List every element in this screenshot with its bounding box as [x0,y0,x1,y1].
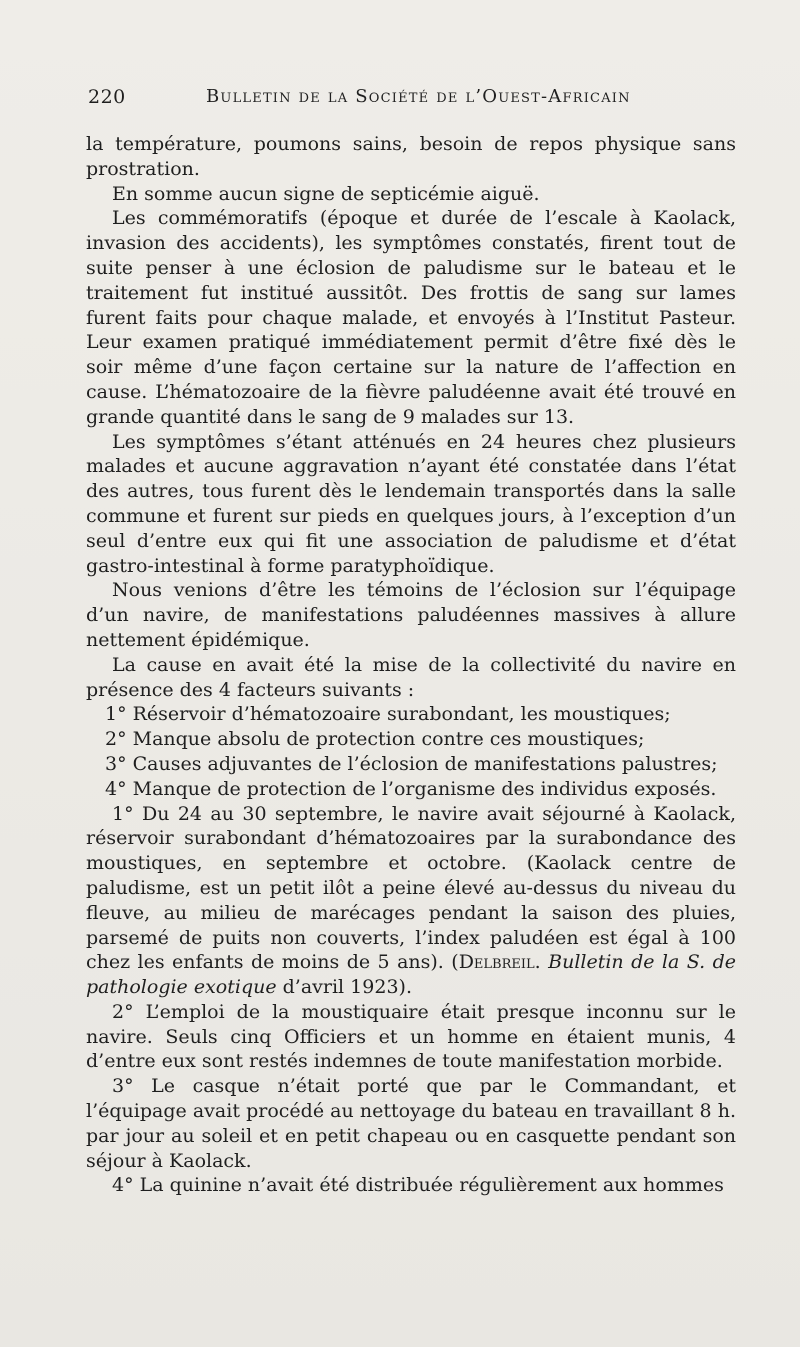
paragraph: La cause en avait été la mise de la collectivité du navire en présence des 4 facteurs suivants : [86,653,736,701]
paragraph: Nous venions d’être les témoins de l’éclosion sur l’équipage d’un navire, de manifestations paludéennes massives à allure nettement épidémique. [86,579,736,651]
factor-item: 1° Réservoir d’hématozoaire surabondant, les moustiques; [105,703,671,726]
paragraph-point-2: 2° L’emploi de la moustiquaire était presque inconnu sur le navire. Seuls cinq Officiers et un homme en étaient munis, 4 d’entre eux sont restés indemnes de toute manifestation morbide. [86,1000,736,1073]
factor-item: 4° Manque de protection de l’organisme des individus exposés. [105,777,717,800]
running-title: Bulletin de la Société de l’Ouest-Africain [206,86,631,107]
paragraph: Les symptômes s’étant atténués en 24 heures chez plusieurs malades et aucune aggravation n’ayant été constatée dans l’état des autres, tous furent dès le lendemain transportés dans la salle commune et furent sur pieds en quelques jours, à l’exception d’un seul d’entre eux qui fit une association de paludisme et d’état gastro-intestinal à forme paratyphoïdique. [86,430,736,577]
paragraph: Les commémoratifs (époque et durée de l’escale à Kaolack, invasion des accidents), les symptômes constatés, firent tout de suite penser à une éclosion de paludisme sur le bateau et le traitement fut institué aussitôt. Des frottis de sang sur lames furent faits pour chaque malade, et envoyés à l’Institut Pasteur. Leur examen pratiqué immédiatement permit d’être fixé dès le soir même d’une façon certaine sur la nature de l’affection en cause. L’hématozoaire de la fièvre paludéenne avait été trouvé en grande quantité dans le sang de 9 malades sur 13. [86,207,736,428]
page-header [88,84,738,110]
citation-journal: Bulletin de la S. de pathologie exotique [86,951,736,999]
paragraph-point-3: 3° Le casque n’était porté que par le Commandant, et l’équipage avait procédé au nettoyage du bateau en travaillant 8 h. par jour au soleil et en petit chapeau ou en casquette pendant son séjour à Kaolack. [86,1075,736,1172]
page-number: 220 [88,86,126,108]
factor-item: 2° Manque absolu de protection contre ces moustiques; [105,728,645,751]
body-text [86,132,736,1198]
citation-separator: . [534,951,549,974]
citation-tail: d’avril 1923). [276,976,412,999]
paragraph: la température, poumons sains, besoin de repos physique sans prostration. [86,133,736,180]
citation-author: Delbreil [458,951,535,974]
paragraph-point-1 [86,802,736,1000]
point-1-text: 1° Du 24 au 30 septembre, le navire avait séjourné à Kaolack, réservoir surabondant d’hématozoaires par la surabondance des moustiques, en septembre et octobre. (Kaolack centre de paludisme, est un petit ilôt a peine élevé au-dessus du niveau du fleuve, au milieu de marécages pendant la saison des pluies, parsemé de puits non couverts, l’index paludéen est égal à 100 chez les enfants de moins de 5 ans). ( [86,802,736,974]
paragraph-point-4: 4° La quinine n’avait été distribuée régulièrement aux hommes [112,1174,724,1197]
factor-item: 3° Causes adjuvantes de l’éclosion de manifestations palustres; [105,752,718,775]
paragraph: En somme aucun signe de septicémie aiguë. [112,182,540,205]
